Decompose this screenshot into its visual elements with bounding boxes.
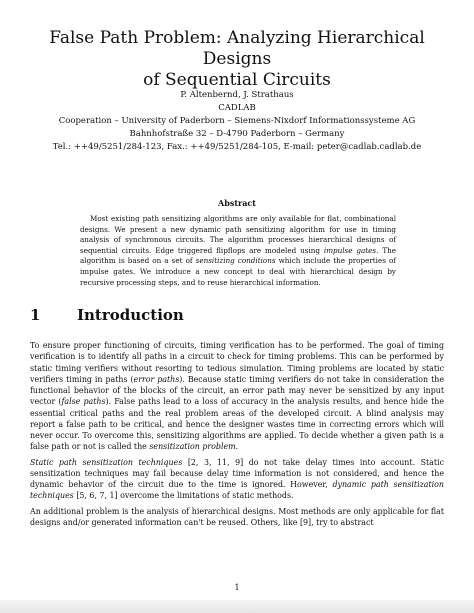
body-paragraph-1 bbox=[30, 340, 444, 453]
paper-title bbox=[30, 28, 444, 91]
author-names: P. Altenbernd, J. Strathaus bbox=[180, 90, 294, 100]
body-paragraph-2 bbox=[30, 457, 444, 502]
body-paragraph-3: An additional problem is the analysis of hierarchical designs. Most methods are only applicable for flat designs and/or generated information can't be reused. Others, like [9], try to abstract bbox=[30, 506, 444, 527]
abstract-paragraph bbox=[80, 214, 396, 288]
lab-name: CADLAB bbox=[218, 103, 256, 113]
author-block bbox=[20, 89, 454, 154]
section-number: 1 bbox=[30, 306, 41, 324]
title-line-2: of Sequential Circuits bbox=[143, 70, 331, 90]
page-number: 1 bbox=[234, 583, 240, 592]
p1-emphasis-error-paths: error paths bbox=[133, 374, 180, 384]
section-body bbox=[30, 340, 444, 532]
abstract-heading: Abstract bbox=[218, 198, 256, 208]
affiliation: Cooperation – University of Paderborn – Siemens-Nixdorf Informationssysteme AG bbox=[58, 116, 416, 126]
abstract-emphasis-sensitizing-conditions: sensitizing conditions bbox=[195, 256, 276, 266]
p1-emphasis-false-paths: false paths bbox=[61, 397, 106, 407]
section-title: Introduction bbox=[77, 306, 184, 324]
abstract-emphasis-impulse-gates: impulse gates bbox=[323, 245, 377, 255]
p1-text-c: ). False paths lead to a loss of accuracy in the analysis results, and hence hide the essential critical paths and the real problem areas of the developed circuit. A blind analysis may report a false path to be critical, and hence the designer wastes time in correcting errors which will never occur. To overcome this, sensitizing algorithms are applied. To decide whether a given path is a false path or not is called the bbox=[30, 397, 445, 452]
title-line-1: False Path Problem: Analyzing Hierarchical Designs bbox=[49, 28, 425, 69]
p2-text-b: [5, 6, 7, 1] overcome the limitations of static methods. bbox=[73, 491, 294, 501]
p1-text-d: . bbox=[235, 442, 239, 452]
p1-text-a: To ensure proper functioning of circuits, timing verification has to be performed. The goal of timing verification is to identify all paths in a circuit to check for timing problems. This can be performed by static timing verifiers without resorting to tedious simulation. Timing problems are located by static verifiers timing in paths ( bbox=[30, 341, 444, 384]
p2-text-a: [2, 3, 11, 9] do not take delay times into account. Static sensitization techniques may fail because delay time information is not considered, and hence the dynamic behavior of the circuit due to the time is ignored. However, bbox=[30, 457, 445, 489]
p1-emphasis-sensitization-problem: sensitization problem bbox=[149, 442, 236, 452]
abstract-text-1: Most existing path sensitizing algorithms are only available for flat, combinational designs. We present a new dynamic path sensitizing algorithm for use in timing analysis of synchronous circuits. The algorithm processes hierarchical designs of sequential circuits. Edge triggered flipflops are modeled using bbox=[80, 214, 396, 255]
contact-info: Tel.: ++49/5251/284-123, Fax.: ++49/5251/284-105, E-mail: peter@cadlab.cadlab.de bbox=[52, 142, 422, 152]
p2-emphasis-static: Static path sensitization techniques bbox=[30, 457, 183, 467]
postal-address: Bahnhofstraße 32 – D-4790 Paderborn – Germany bbox=[129, 129, 345, 139]
p1-text-b: ). Because static timing verifiers do not take in consideration the functional behavior of the blocks of the circuit, an error path may never be sensitized by any input vector ( bbox=[30, 374, 444, 407]
abstract-text-2: . The algorithm is based on a set of bbox=[80, 245, 397, 266]
p2-emphasis-dynamic: dynamic path sensitization techniques bbox=[30, 480, 444, 501]
abstract-text-3: which include the properties of impulse gates. We introduce a new concept to deal with hierarchical design by recursive processing steps, and to reuse hierarchical information. bbox=[80, 256, 396, 287]
page-bottom-edge bbox=[0, 600, 474, 613]
abstract-text bbox=[80, 214, 396, 288]
section-heading bbox=[30, 306, 184, 324]
